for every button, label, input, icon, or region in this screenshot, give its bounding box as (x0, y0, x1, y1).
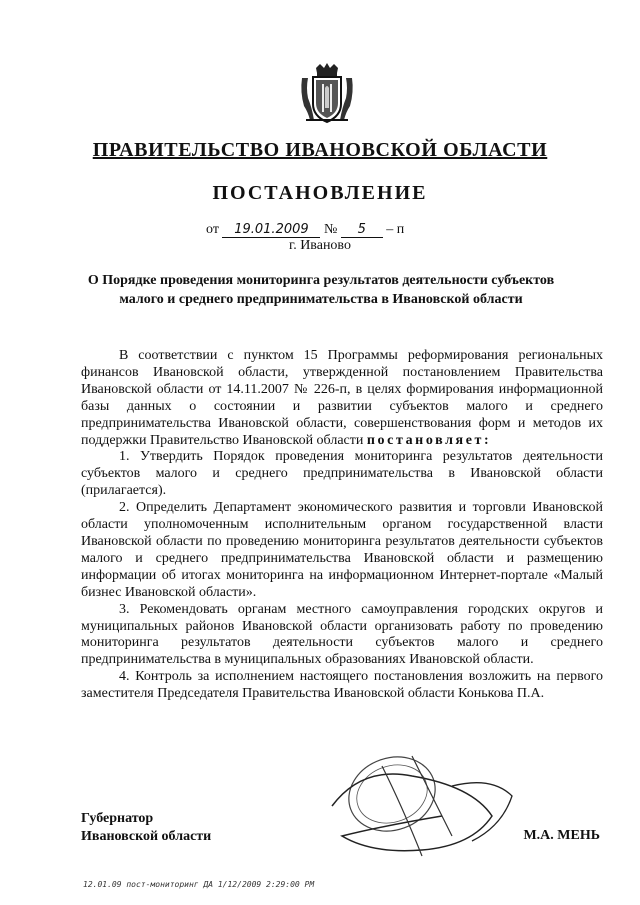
document-heading: О Порядке проведения мониторинга результатов деятельности субъектов малого и среднего предпринимательства в Ивановской области (87, 273, 555, 307)
signer-position-line-2: Ивановской области (81, 829, 212, 844)
body-paragraph-2: 2. Определить Департамент экономического развития и торговли Ивановской области уполномоченным исполнительным органом государственной власти Ивановской области по проведению мониторинга результатов деятельности субъектов малого и среднего предпринимательства Ивановской области и размещению информации об итогах мониторинга на информационном Интернет-портале «Малый бизнес Ивановской области». (81, 500, 603, 600)
date-number-line (206, 222, 404, 238)
document-date: 19.01.2009 (222, 222, 320, 238)
intro-text: В соответствии с пунктом 15 Программы реформирования региональных финансов Ивановской области, утвержденной постановлением Правительства Ивановской области от 14.11.2007 № 226-п, в целях формирования информационной базы данных о состоянии и развитии субъектов малого и среднего предпринимательства Ивановской области, совершенствования форм и методов их поддержки Правительство Ивановской области (81, 348, 603, 448)
signer-position (81, 810, 211, 846)
city: г. Иваново (289, 238, 351, 253)
government-title: ПРАВИТЕЛЬСТВО ИВАНОВСКОЙ ОБЛАСТИ (92, 139, 548, 161)
body-paragraph-4: 4. Контроль за исполнением настоящего постановления возложить на первого заместителя Председателя Правительства Ивановской области Конькова П.А. (81, 669, 603, 702)
number-suffix: – п (386, 222, 405, 237)
coat-of-arms-emblem (296, 62, 358, 126)
date-prefix: от (206, 222, 219, 237)
document-number: 5 (341, 222, 383, 238)
document-type: ПОСТАНОВЛЕНИЕ (212, 182, 428, 204)
body-paragraph-1: 1. Утвердить Порядок проведения мониторинга результатов деятельности субъектов малого и среднего предпринимательства в Ивановской области (прилагается). (81, 449, 603, 499)
number-prefix: № (323, 222, 338, 237)
body-paragraph-3: 3. Рекомендовать органам местного самоуправления городских округов и муниципальных районов Ивановской области организовать работу по проведению мониторинга результатов деятельности субъектов малого и среднего предпринимательства в муниципальных образованиях Ивановской области. (81, 601, 603, 668)
signature-and-stamp (322, 746, 522, 866)
signer-position-line-1: Губернатор (81, 811, 154, 826)
footer-file-info: 12.01.09 пост-мониторинг ДА 1/12/2009 2:29:00 PM (83, 880, 315, 889)
body-paragraph-intro (81, 348, 603, 449)
decree-word: постановляет: (366, 432, 492, 448)
signer-name: М.А. МЕНЬ (523, 828, 600, 843)
document-body (81, 348, 603, 703)
